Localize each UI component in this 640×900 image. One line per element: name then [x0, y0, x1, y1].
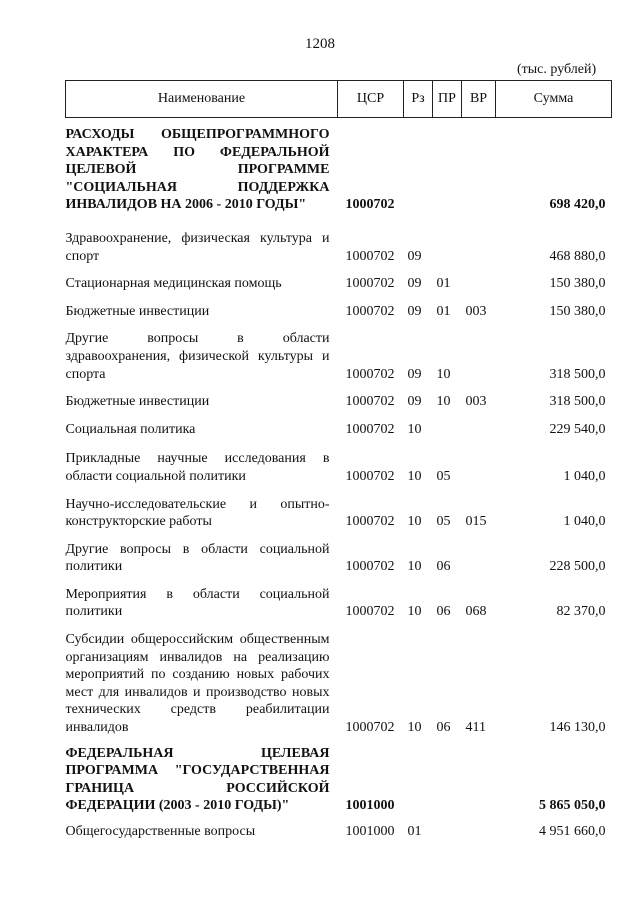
- table-row: [66, 741, 612, 819]
- cell-pr: [433, 741, 462, 819]
- cell-sum: 150 380,0: [549, 303, 606, 319]
- cell-pr: 06: [436, 720, 451, 736]
- cell-name: Общегосударственные вопросы: [65, 824, 256, 839]
- cell-name: Социальная политика: [65, 421, 196, 437]
- cell-vr: 015: [465, 514, 487, 530]
- cell-pr: [433, 118, 462, 222]
- header-name: Наименование: [66, 81, 338, 118]
- header-csr: ЦСР: [338, 81, 404, 118]
- cell-csr: 1000702: [345, 421, 395, 437]
- cell-rz: 10: [407, 604, 422, 620]
- cell-pr: 05: [436, 514, 451, 530]
- cell-sum: 4 951 660,0: [539, 824, 606, 839]
- cell-rz: [404, 741, 433, 819]
- cell-sum: 146 130,0: [549, 720, 606, 736]
- header-pr: ПР: [433, 81, 462, 118]
- cell-sum: 1 040,0: [563, 514, 606, 530]
- cell-csr: 1000702: [345, 559, 395, 575]
- cell-vr: [462, 415, 496, 443]
- cell-sum: 318 500,0: [549, 366, 606, 382]
- cell-rz: 09: [407, 276, 422, 292]
- cell-vr: [462, 741, 496, 819]
- cell-rz: [404, 118, 433, 222]
- cell-rz: 09: [407, 248, 422, 264]
- cell-pr: [433, 415, 462, 443]
- cell-pr: [433, 819, 462, 845]
- cell-pr: 06: [436, 559, 451, 575]
- cell-rz: 10: [407, 514, 422, 530]
- table-row: [66, 490, 612, 535]
- cell-csr: 1000702: [345, 514, 395, 530]
- cell-csr: 1000702: [345, 468, 395, 484]
- cell-name: Другие вопросы в области здравоохранения, физической культуры и спорта: [65, 331, 330, 382]
- header-vr: ВР: [462, 81, 496, 118]
- cell-csr: 1000702: [345, 604, 395, 620]
- cell-vr: [462, 269, 496, 297]
- cell-vr: [462, 324, 496, 387]
- cell-csr: 1000702: [345, 197, 395, 213]
- table-body: [66, 118, 612, 845]
- cell-sum: 698 420,0: [549, 197, 606, 213]
- table-row: [66, 625, 612, 741]
- budget-table: [65, 80, 612, 845]
- cell-rz: 09: [407, 394, 422, 410]
- cell-sum: 318 500,0: [549, 394, 606, 410]
- cell-csr: 1000702: [345, 366, 395, 382]
- cell-name: Мероприятия в области социальной политики: [65, 586, 330, 620]
- cell-csr: 1000702: [345, 276, 395, 292]
- table-row: [66, 269, 612, 297]
- cell-vr: [462, 442, 496, 489]
- table-row: [66, 297, 612, 325]
- cell-name: Бюджетные инвестиции: [65, 303, 210, 319]
- cell-pr: 05: [436, 468, 451, 484]
- cell-csr: 1000702: [345, 248, 395, 264]
- cell-csr: 1001000: [345, 798, 395, 814]
- cell-name: Субсидии общероссийским общественным организациям инвалидов на реализацию мероприятий по созданию новых рабочих мест для инвалидов и производство новых технических средств реабилитации инвалидов: [65, 632, 330, 736]
- units-label: (тыс. рублей): [517, 62, 597, 77]
- cell-rz: 10: [407, 421, 422, 437]
- cell-vr: [462, 118, 496, 222]
- cell-sum: 468 880,0: [549, 248, 606, 264]
- cell-pr: 01: [436, 303, 451, 319]
- cell-vr: [462, 535, 496, 580]
- cell-vr: 411: [465, 720, 486, 736]
- cell-vr: 068: [465, 604, 487, 620]
- table-row: [66, 442, 612, 489]
- table-row: [66, 819, 612, 845]
- cell-name: Прикладные научные исследования в области социальной политики: [65, 451, 330, 484]
- header-rz: Рз: [404, 81, 433, 118]
- table-row: [66, 535, 612, 580]
- cell-rz: 10: [407, 559, 422, 575]
- cell-vr: [462, 819, 496, 845]
- table-row: [66, 415, 612, 443]
- cell-name: ФЕДЕРАЛЬНАЯ ЦЕЛЕВАЯ ПРОГРАММА "ГОСУДАРСТВЕННАЯ ГРАНИЦА РОССИЙСКОЙ ФЕДЕРАЦИИ (2003 - 2010 ГОДЫ)": [65, 745, 330, 814]
- page-number: 1208: [305, 36, 335, 52]
- cell-csr: 1000702: [345, 394, 395, 410]
- table-row: [66, 387, 612, 415]
- cell-pr: 10: [436, 394, 451, 410]
- cell-sum: 5 865 050,0: [539, 798, 606, 814]
- cell-rz: 09: [407, 366, 422, 382]
- cell-name: Бюджетные инвестиции: [65, 394, 210, 410]
- header-sum: Сумма: [496, 81, 612, 118]
- cell-sum: 1 040,0: [563, 468, 606, 484]
- table-row: [66, 580, 612, 625]
- cell-vr: [462, 222, 496, 269]
- table-row: [66, 118, 612, 222]
- header-row: [66, 81, 612, 118]
- cell-sum: 150 380,0: [549, 276, 606, 292]
- cell-sum: 82 370,0: [556, 604, 606, 620]
- cell-name: Стационарная медицинская помощь: [65, 276, 282, 292]
- cell-pr: 06: [436, 604, 451, 620]
- table-row: [66, 222, 612, 269]
- cell-vr: 003: [465, 394, 487, 410]
- cell-vr: 003: [465, 303, 487, 319]
- cell-rz: 01: [407, 824, 422, 839]
- cell-sum: 228 500,0: [549, 559, 606, 575]
- cell-name: Другие вопросы в области социальной политики: [65, 541, 330, 575]
- cell-pr: 10: [436, 366, 451, 382]
- cell-csr: 1000702: [345, 720, 395, 736]
- cell-rz: 09: [407, 303, 422, 319]
- cell-rz: 10: [407, 468, 422, 484]
- cell-pr: [433, 222, 462, 269]
- cell-csr: 1000702: [345, 303, 395, 319]
- cell-name: Здравоохранение, физическая культура и спорт: [65, 230, 330, 264]
- cell-name: РАСХОДЫ ОБЩЕПРОГРАММНОГО ХАРАКТЕРА ПО ФЕДЕРАЛЬНОЙ ЦЕЛЕВОЙ ПРОГРАММЕ "СОЦИАЛЬНАЯ ПОДДЕРЖКА ИНВАЛИДОВ НА 2006 - 2010 ГОДЫ": [65, 127, 330, 213]
- cell-rz: 10: [407, 720, 422, 736]
- table-row: [66, 324, 612, 387]
- cell-sum: 229 540,0: [549, 421, 606, 437]
- cell-pr: 01: [436, 276, 451, 292]
- cell-csr: 1001000: [345, 824, 395, 839]
- cell-name: Научно-исследовательские и опытно-конструкторские работы: [65, 496, 330, 530]
